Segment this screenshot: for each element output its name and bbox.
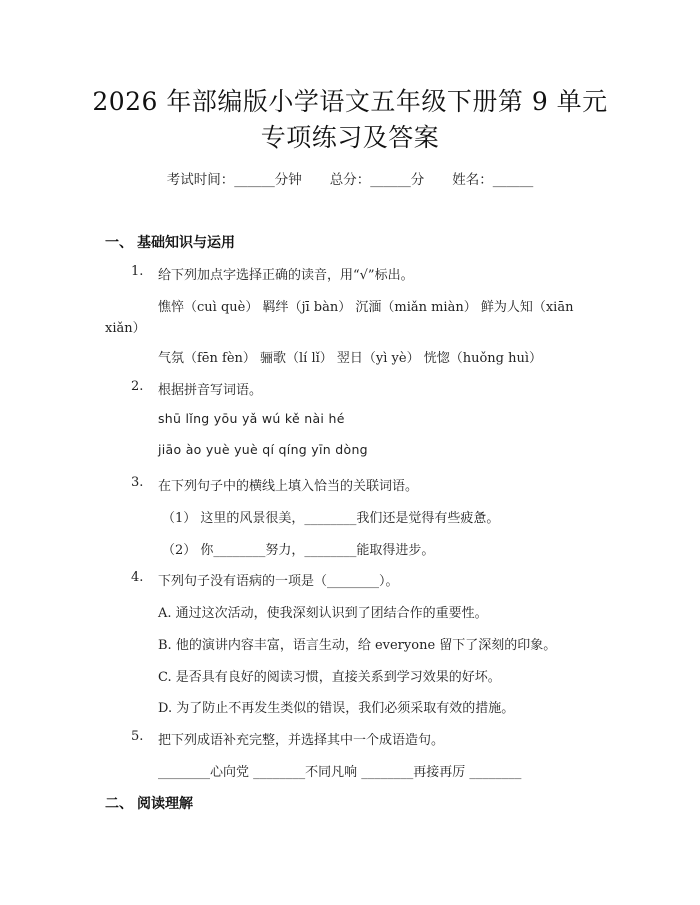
pinyin-row: jiāo ào yuè yuè qí qíng yīn dòng [158,442,368,457]
pinyin-choice-row-wrap: xiǎn） [105,321,146,336]
idiom-row: ________心向党 ________不同凡响 ________再接再厉 ________ [158,765,522,780]
question-stem: 根据拼音写词语。 [158,383,263,398]
section-heading-2 [105,793,193,813]
student-name: 姓名：______ [452,172,534,188]
page-title-line1: 2026 年部编版小学语文五年级下册第 9 单元 [92,87,608,116]
page-title-line2: 专项练习及答案 [260,123,440,152]
question-number: 1. [131,264,144,279]
question-stem: 在下列句子中的横线上填入恰当的关联词语。 [158,479,419,494]
section-heading-1 [105,232,235,252]
question-number: 2. [131,379,144,394]
question-number: 3. [131,475,144,490]
question-number: 5. [131,729,144,744]
option-b: B. 他的演讲内容丰富，语言生动，给 everyone 留下了深刻的印象。 [158,638,557,653]
option-a: A. 通过这次活动，使我深刻认识到了团结合作的重要性。 [158,606,488,621]
question-number: 4. [131,570,144,585]
section-number: 二、 [105,796,133,812]
option-c: C. 是否具有良好的阅读习惯，直接关系到学习效果的好坏。 [158,670,501,685]
option-d: D. 为了防止不再发生类似的错误，我们必须采取有效的措施。 [158,701,515,716]
pinyin-row: shū lǐng yōu yǎ wú kě nài hé [158,411,345,426]
exam-meta [0,168,700,188]
exam-score: 总分：______分 [329,172,425,188]
question-stem: 给下列加点字选择正确的读音，用“√”标出。 [158,268,414,283]
sentence-item: （1） 这里的风景很美，________我们还是觉得有些疲惫。 [162,511,500,526]
exam-time: 考试时间：______分钟 [166,172,302,188]
section-title: 基础知识与运用 [137,235,235,251]
section-title: 阅读理解 [137,796,193,812]
pinyin-choice-row: 憔悴（cuì què） 羁绊（jī bàn） 沉湎（miǎn miàn） 鲜为人知（xiān [158,300,574,315]
question-stem: 下列句子没有语病的一项是（________）。 [158,574,399,589]
pinyin-choice-row: 气氛（fēn fèn） 骊歌（lí lǐ） 翌日（yì yè） 恍惚（huǒng huì） [158,351,543,366]
section-number: 一、 [105,235,133,251]
sentence-item: （2） 你________努力，________能取得进步。 [162,543,435,558]
question-stem: 把下列成语补充完整，并选择其中一个成语造句。 [158,733,445,748]
